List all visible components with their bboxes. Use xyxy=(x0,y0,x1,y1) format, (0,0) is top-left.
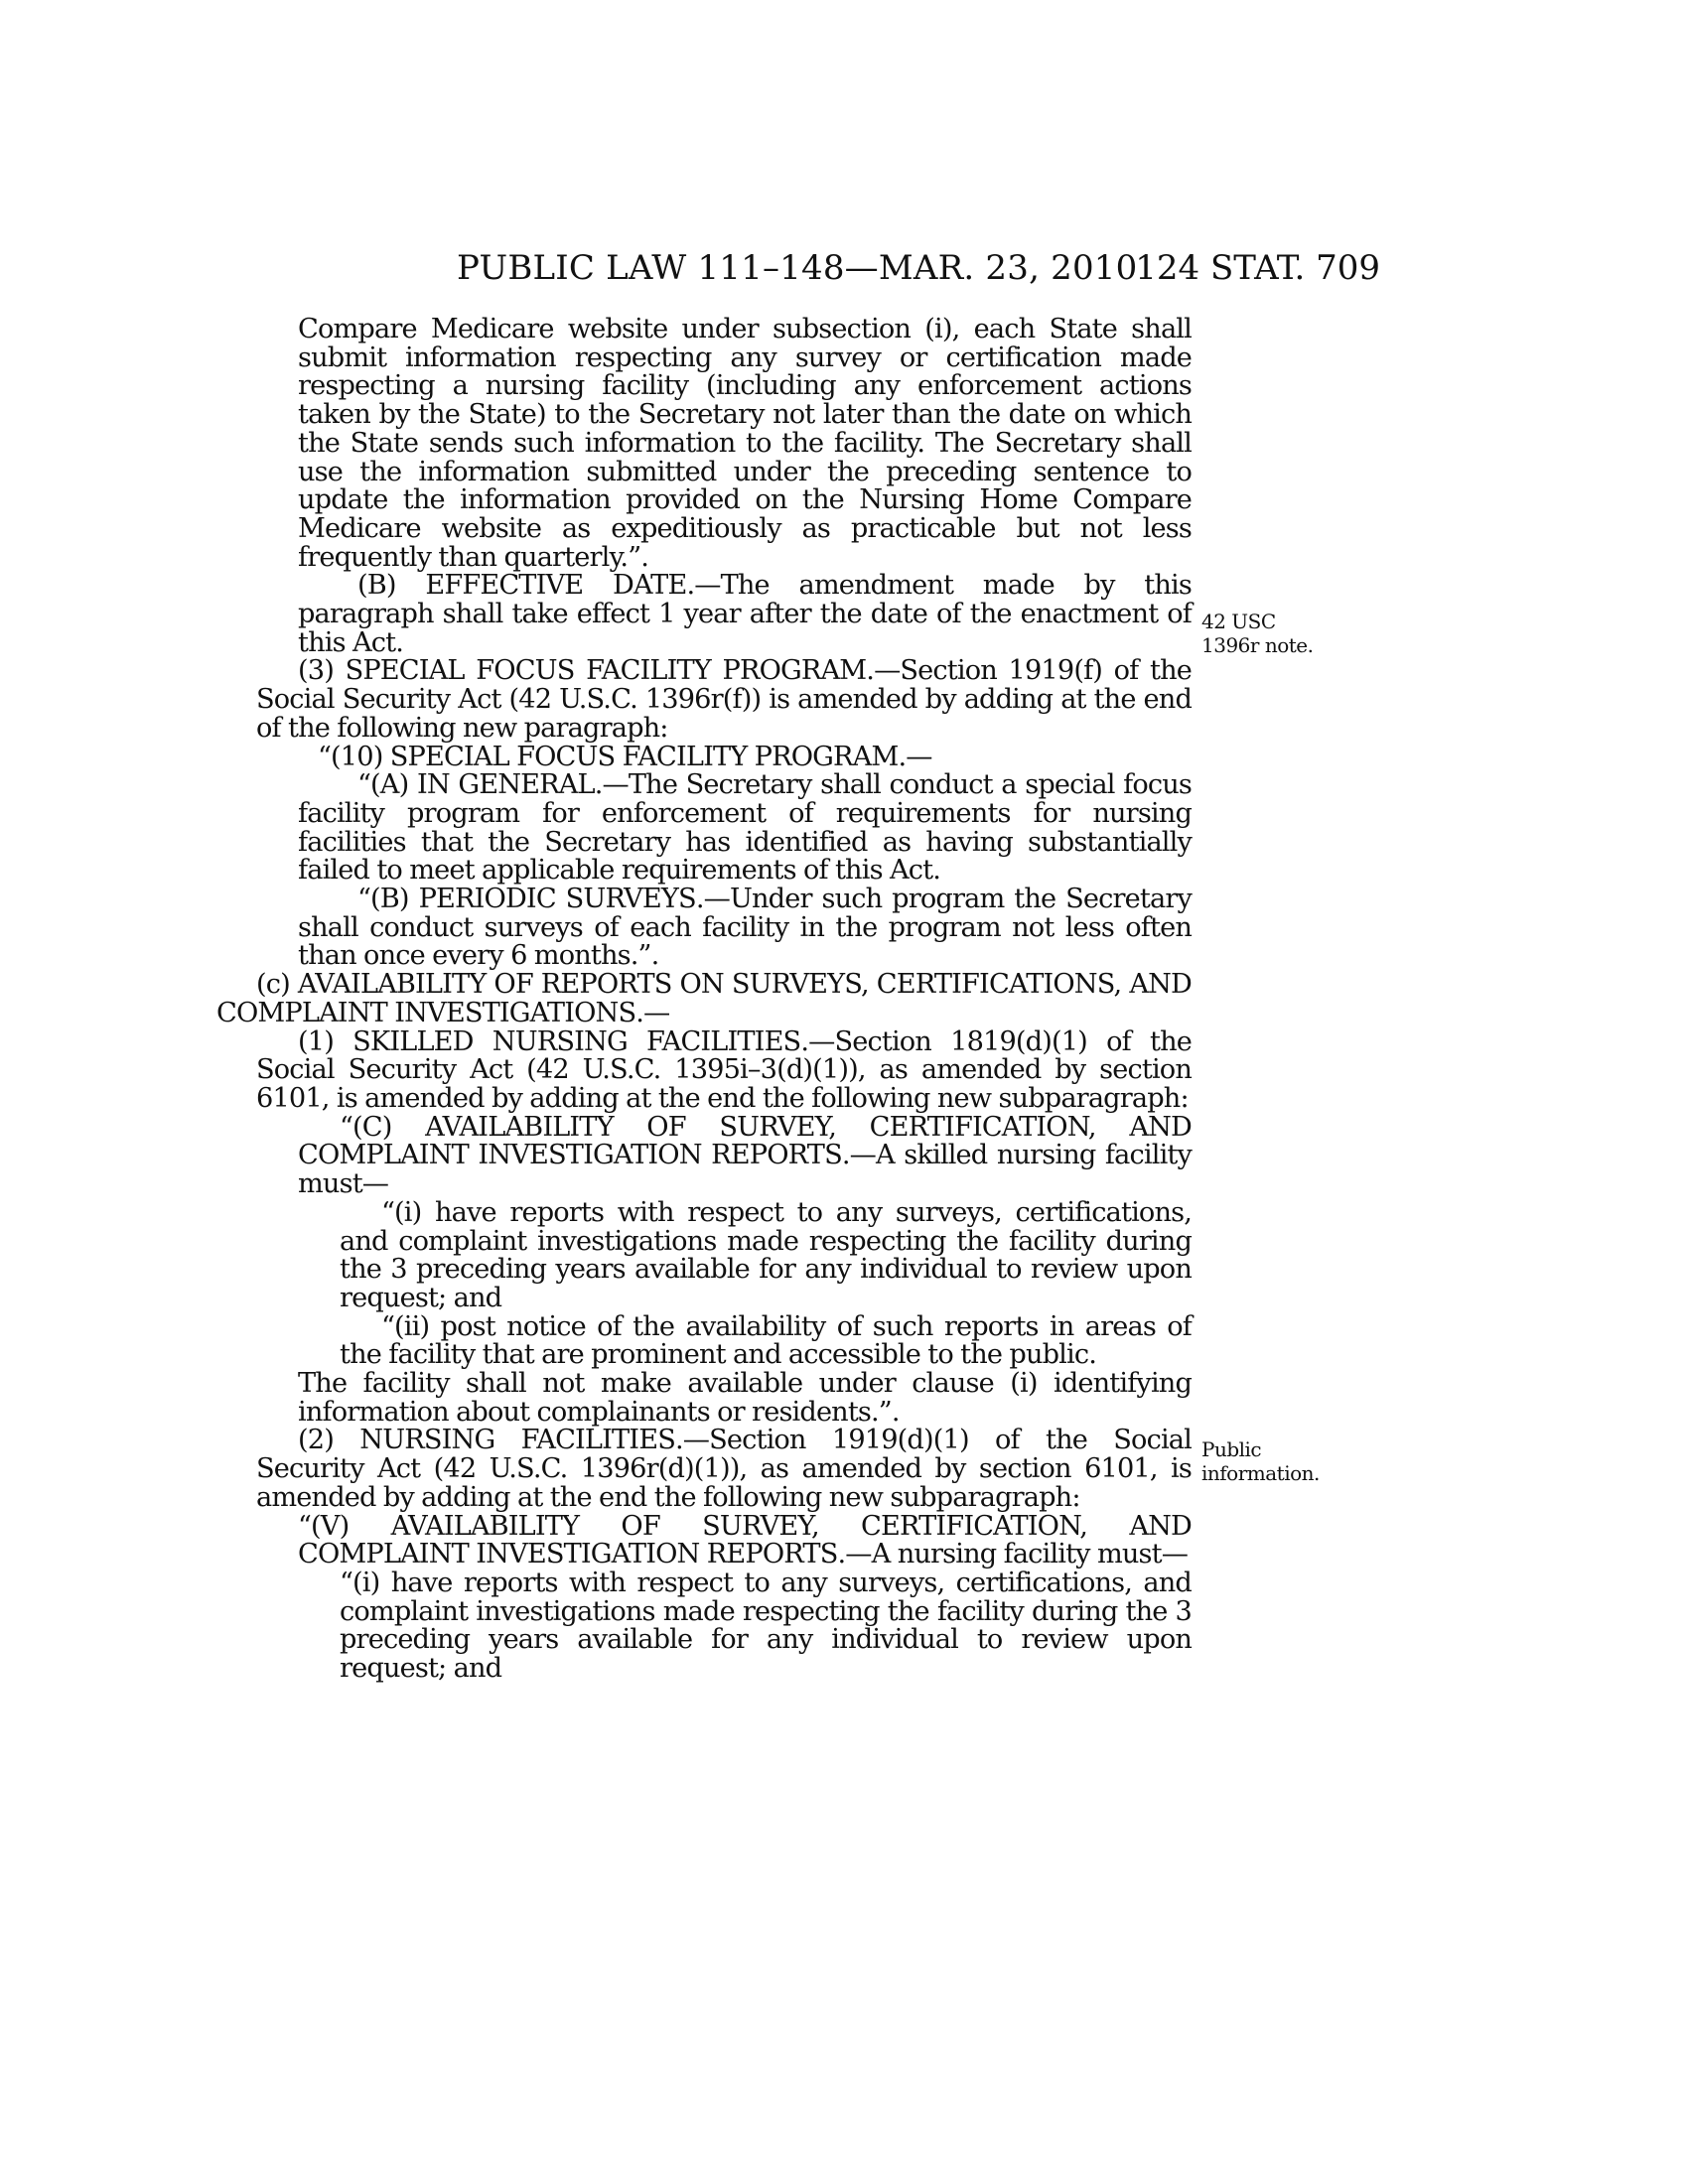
small-caps-heading: AVAILABILITY OF SURVEY, CERTIFICATION, AND COMPLAINT INVESTIGATION REPORTS xyxy=(298,1111,1192,1171)
paragraph-a-in-general: “(A) IN GENERAL.—The Secretary shall conduct a special focus facility program for enforcement of requirements for nursing facilities that the Secretary has identified as having substantially failed to meet applicable requirements of this Act. xyxy=(298,769,1193,887)
paragraph-10-heading: “(10) SPECIAL FOCUS FACILITY PROGRAM.— xyxy=(318,741,932,772)
subsection-c-heading: (c) AVAILABILITY OF REPORTS ON SURVEYS, CERTIFICATIONS, AND COMPLAINT INVESTIGATIONS.— xyxy=(216,969,1192,1028)
paragraph-1-skilled-nursing: (1) SKILLED NURSING FACILITIES.—Section 1819(d)(1) of the Social Security Act (42 U.S.C. 1395i–3(d)(1)), as amended by section 6101, is amended by adding at the end the following new subparagraph: xyxy=(256,1025,1192,1114)
paragraph-3-special-focus: (3) SPECIAL FOCUS FACILITY PROGRAM.—Section 1919(f) of the Social Security Act (42 U.S.C. 1396r(f)) is amended by adding at the end of the following new paragraph: xyxy=(256,655,1192,744)
paragraph-facility-shall-not: The facility shall not make available under clause (i) identifying information about complainants or residents.”. xyxy=(298,1368,1192,1428)
small-caps-heading: NURSING FACILITIES xyxy=(359,1425,675,1456)
margin-note-public-information: Public information. xyxy=(1201,1437,1320,1485)
small-caps-heading: AVAILABILITY OF REPORTS ON SURVEYS, CERTIFICATIONS, AND COMPLAINT INVESTIGATIONS xyxy=(216,969,1192,1028)
statute-body xyxy=(216,314,1193,1685)
subparagraph-v-availability: “(V) AVAILABILITY OF SURVEY, CERTIFICATION, AND COMPLAINT INVESTIGATION REPORTS.—A nursing facility must— xyxy=(298,1510,1193,1570)
paragraph-b-effective-date: (B) EFFECTIVE DATE.—The amendment made by this paragraph shall take effect 1 year after the date of the enactment of this Act. xyxy=(298,570,1192,658)
small-caps-heading: EFFECTIVE DATE xyxy=(425,570,687,602)
small-caps-heading: SPECIAL FOCUS FACILITY PROGRAM xyxy=(345,655,867,687)
margin-note-usc-citation: 42 USC 1396r note. xyxy=(1201,610,1314,657)
paragraph-2-nursing-facilities: (2) NURSING FACILITIES.—Section 1919(d)(1) of the Social Security Act (42 U.S.C. 1396r(d)(1)), as amended by section 6101, is amended by adding at the end the following new subparagraph: xyxy=(256,1425,1192,1513)
clause-ii-post-notice: “(ii) post notice of the availability of such reports in areas of the facility that are prominent and accessible to the public. xyxy=(340,1310,1192,1371)
subparagraph-c-availability: “(C) AVAILABILITY OF SURVEY, CERTIFICATION, AND COMPLAINT INVESTIGATION REPORTS.—A skilled nursing facility must— xyxy=(298,1111,1192,1200)
clause-i-have-reports: “(i) have reports with respect to any surveys, certifications, and complaint investigations made respecting the facility during the 3 preceding years available for any individual to review upon request; and xyxy=(340,1196,1192,1313)
paragraph-b-periodic-surveys: “(B) PERIODIC SURVEYS.—Under such program the Secretary shall conduct surveys of each facility in the program not less often than once every 6 months.”. xyxy=(298,884,1193,972)
small-caps-heading: SPECIAL FOCUS FACILITY PROGRAM xyxy=(389,741,899,772)
clause-i-have-reports-2: “(i) have reports with respect to any surveys, certifications, and complaint investigations made respecting the facility during the 3 preceding years available for any individual to review upon request; and xyxy=(340,1567,1192,1685)
small-caps-heading: PERIODIC SURVEYS xyxy=(418,884,696,915)
running-header-page-number: 124 STAT. 709 xyxy=(1135,248,1380,288)
paragraph-continuation: Compare Medicare website under subsection (i), each State shall submit information respecting any survey or certification made respecting a nursing facility (including any enforcement actions taken by the State) to the Secretary not later than the date on which the State sends such information to the facility. The Secretary shall use the information submitted under the preceding sentence to update the information provided on the Nursing Home Compare Medicare website as expeditiously as practicable but not less frequently than quarterly.”. xyxy=(298,314,1192,573)
small-caps-heading: IN GENERAL xyxy=(416,769,595,801)
small-caps-heading: AVAILABILITY OF SURVEY, CERTIFICATION, AND COMPLAINT INVESTIGATION REPORTS xyxy=(298,1510,1193,1570)
running-header-title: PUBLIC LAW 111–148—MAR. 23, 2010 xyxy=(457,248,1138,288)
small-caps-heading: SKILLED NURSING FACILITIES xyxy=(352,1025,801,1057)
